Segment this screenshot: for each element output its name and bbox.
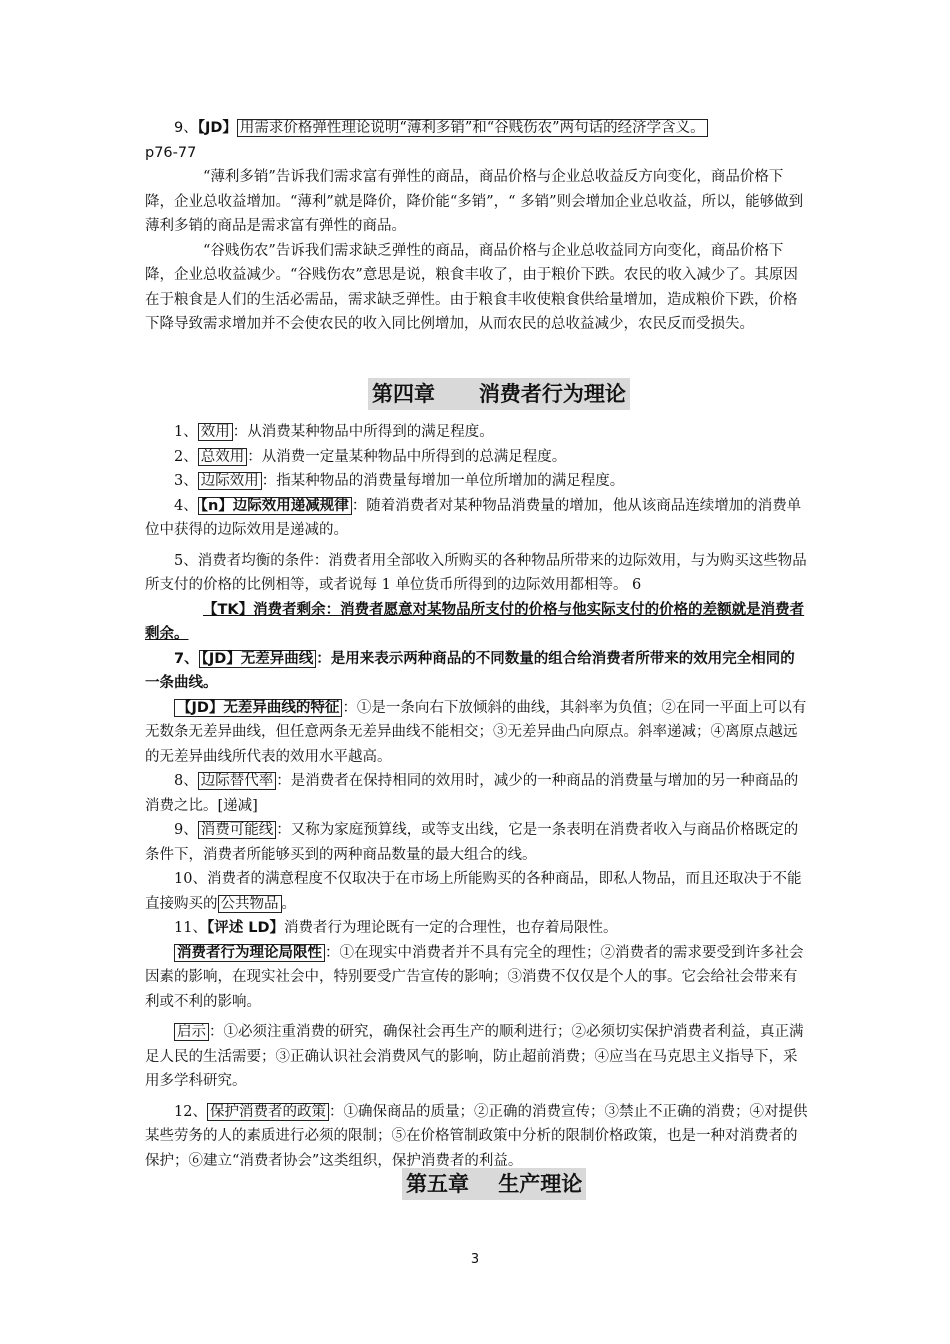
item-11-inspiration-term: 启示	[174, 1023, 209, 1041]
item-7-features-term: 【JD】无差异曲线的特征	[174, 699, 342, 717]
question-9-text: 用需求价格弹性理论说明“薄利多销”和“谷贱伤农”两句话的经济学含义。	[237, 119, 708, 137]
item-3-number: 3、	[174, 473, 198, 489]
item-1-text: ：从消费某种物品中所得到的满足程度。	[232, 424, 494, 440]
item-5: 5、消费者均衡的条件：消费者用全部收入所购买的各种物品所带来的边际效用，与为购买这些物品所支付的价格的比例相等，或者说每 1 单位货币所得到的边际效用都相等。 6	[145, 552, 807, 593]
item-9-text: ：又称为家庭预算线，或等支出线，它是一条表明在消费者收入与商品价格既定的条件下，消费者所能够买到的两种商品数量的最大组合的线。	[145, 822, 799, 863]
item-8	[145, 769, 809, 818]
item-9-term: 消费可能线	[198, 821, 277, 839]
item-8-text: ：是消费者在保持相同的效用时，减少的一种商品的消费量与增加的另一种商品的消费之比。[递减]	[145, 773, 799, 814]
item-7-features	[145, 696, 809, 770]
item-7	[145, 647, 809, 696]
item-4	[145, 494, 809, 543]
question-9-section	[145, 116, 809, 337]
item-11-limits-term: 消费者行为理论局限性	[174, 944, 325, 962]
item-3-text: ：指某种物品的消费量每增加一单位所增加的满足程度。	[261, 473, 625, 489]
item-11-text: 消费者行为理论既有一定的合理性，也存着局限性。	[284, 920, 618, 936]
item-7-text: ：是用来表示两种商品的不同数量的组合给消费者所带来的效用完全相同的一条曲线。	[145, 650, 795, 691]
item-12-text: ：①确保商品的质量；②正确的消费宣传；③禁止不正确的消费；④对提供某些劳务的人的素质进行必须的限制；⑤在价格管制政策中分析的限制价格政策，也是一种对消费者的保护；⑥建立“消费者协会”这类组织，保护消费者的利益。	[145, 1103, 808, 1169]
item-11-limits-text: ：①在现实中消费者并不具有完全的理性；②消费者的需求要受到许多社会因素的影响，在现实社会中，特别要受广告宣传的影响；③消费不仅仅是个人的事。它会给社会带来有利或不利的影响。	[145, 944, 804, 1010]
item-10	[145, 867, 809, 916]
chapter-4-heading: 第四章 消费者行为理论	[368, 378, 630, 410]
item-2-term: 总效用	[198, 448, 248, 466]
item-8-term: 边际替代率	[198, 772, 277, 790]
item-1	[145, 420, 809, 445]
item-4-text: ：随着消费者对某种物品消费量的增加，他从该商品连续增加的消费单位中获得的边际效用是递减的。	[145, 497, 802, 538]
item-4-term: 【n】边际效用递减规律	[198, 497, 352, 515]
item-1-term: 效用	[198, 423, 233, 441]
item-12-term: 保护消费者的政策	[207, 1103, 329, 1121]
item-8-number: 8、	[174, 773, 198, 789]
item-7-features-text: ：①是一条向右下放倾斜的曲线，其斜率为负值；②在同一平面上可以有无数条无差异曲线，但任意两条无差异曲线不能相交；③无差异曲凸向原点。斜率递减；④离原点越远的无差异曲线所代表的效用水平越高。	[145, 699, 807, 765]
item-9	[145, 818, 809, 867]
item-11-number: 11、	[174, 920, 207, 936]
item-11	[145, 916, 809, 941]
item-7-term: 【JD】无差异曲线	[199, 650, 317, 668]
chapter-4-body	[145, 420, 809, 1173]
item-1-number: 1、	[174, 424, 198, 440]
item-10-end: 。	[281, 895, 296, 912]
item-4-number: 4、	[174, 497, 198, 514]
question-9-ref: p76-77	[145, 144, 197, 161]
item-11-tag: 【评述 LD】	[206, 920, 285, 936]
item-10-text: 10、消费者的满意程度不仅取决于在市场上所能购买的各种商品，即私人物品，而且还取决于不能直接购买的	[145, 871, 802, 912]
item-7-number: 7、	[174, 650, 199, 667]
item-6-text: ：消费者愿意对某物品所支付的价格与他实际支付的价格的差额就是消费者剩余。	[145, 601, 805, 642]
page-number: 3	[470, 1252, 480, 1267]
question-9-para-1: “薄利多销”告诉我们需求富有弹性的商品，商品价格与企业总收益反方向变化，商品价格下降，企业总收益增加。“薄利”就是降价，降价能“多销”，“ 多销”则会增加企业总收益，所以，能够做到薄利多销的商品是需求富有弹性的商品。	[145, 169, 804, 234]
item-6-term: 【TK】消费者剩余	[203, 601, 326, 618]
item-2	[145, 445, 809, 470]
item-11-limits	[145, 941, 809, 1015]
question-9-line	[145, 116, 809, 141]
item-10-term: 公共物品	[218, 895, 282, 913]
item-9-number: 9、	[174, 822, 198, 838]
item-3-term: 边际效用	[198, 472, 262, 490]
question-9-tag: 【JD】	[197, 120, 237, 136]
question-9-para-2: “谷贱伤农”告诉我们需求缺乏弹性的商品，商品价格与企业总收益同方向变化，商品价格下降，企业总收益减少。“谷贱伤农”意思是说，粮食丰收了，由于粮价下跌。农民的收入减少了。其原因在于粮食是人们的生活必需品，需求缺乏弹性。由于粮食丰收使粮食供给量增加，造成粮价下跌，价格下降导致需求增加并不会使农民的收入同比例增加，从而农民的总收益减少，农民反而受损失。	[145, 242, 798, 332]
item-12	[145, 1100, 809, 1174]
item-2-text: ：从消费一定量某种物品中所得到的总满足程度。	[247, 448, 567, 465]
question-9-number: 9、	[174, 120, 198, 136]
item-12-number: 12、	[174, 1103, 207, 1120]
item-11-inspiration-text: ：①必须注重消费的研究，确保社会再生产的顺利进行；②必须切实保护消费者利益，真正满足人民的生活需要；③正确认识社会消费风气的影响，防止超前消费；④应当在马克思主义指导下，采用多学科研究。	[145, 1024, 804, 1089]
item-2-number: 2、	[174, 448, 198, 465]
chapter-5-heading: 第五章 生产理论	[402, 1168, 586, 1200]
item-3	[145, 469, 809, 494]
item-11-inspiration	[145, 1020, 809, 1094]
item-6	[145, 598, 809, 647]
